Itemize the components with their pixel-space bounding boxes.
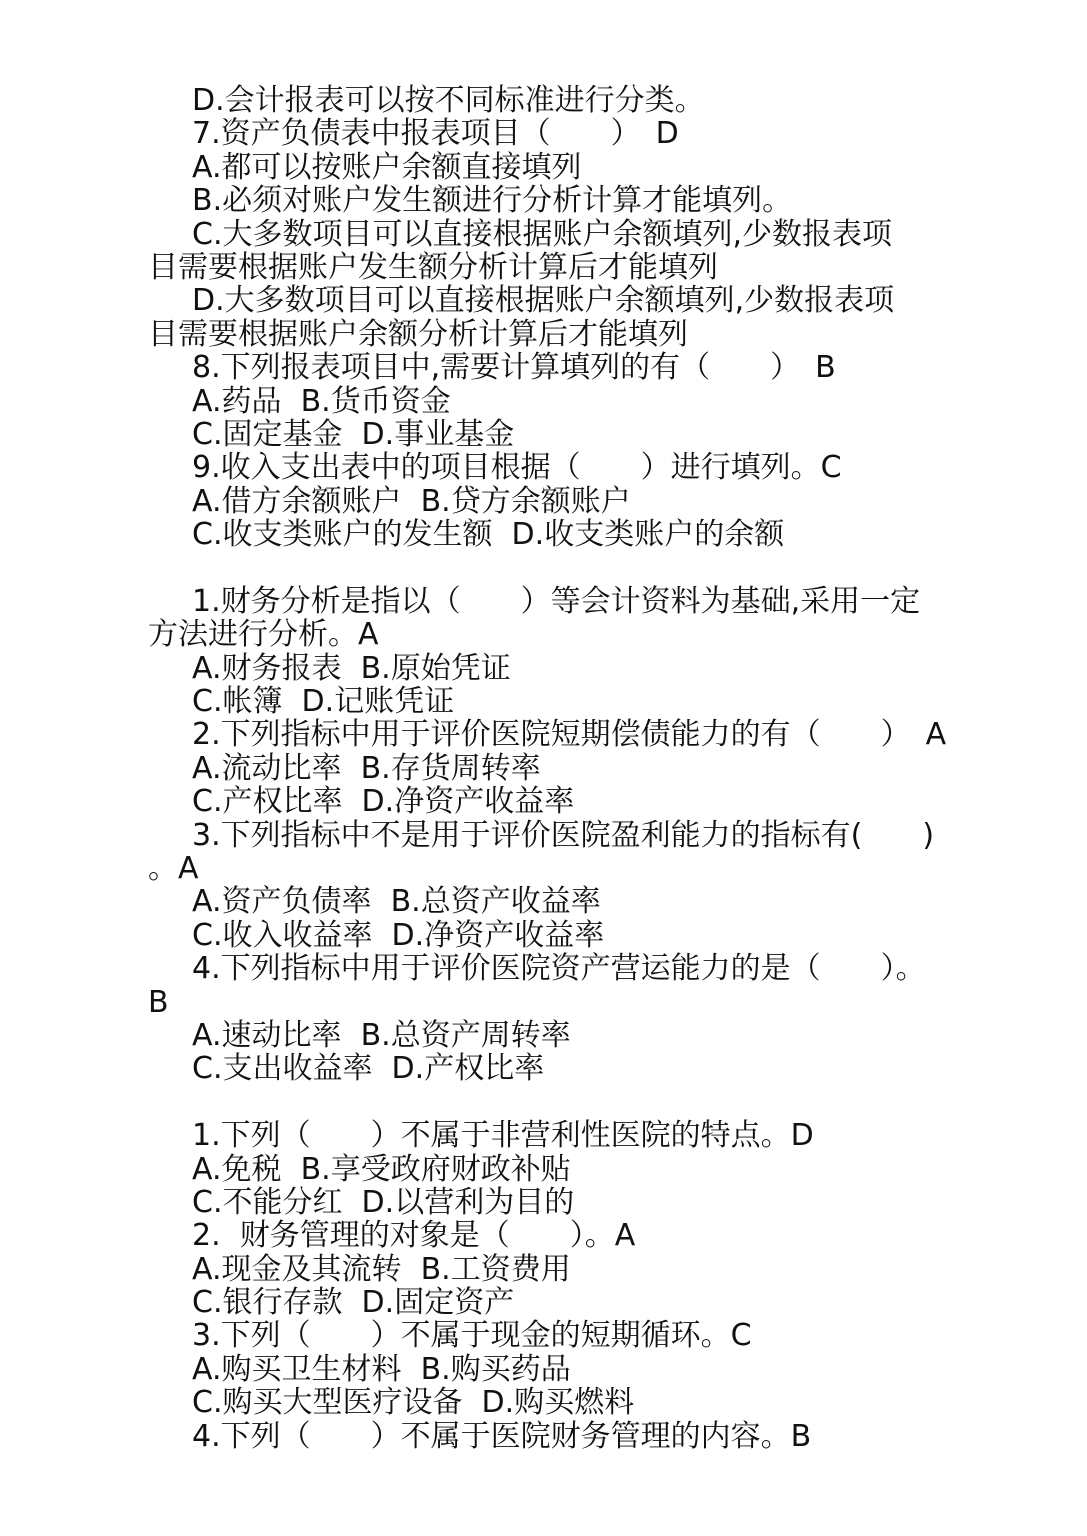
text-line: A.都可以按账户余额直接填列 xyxy=(192,149,582,185)
text-line: C.收入收益率 D.净资产收益率 xyxy=(192,917,605,953)
text-line: D.会计报表可以按不同标准进行分类。 xyxy=(192,83,705,118)
text-line: C.产权比率 D.净资产收益率 xyxy=(192,784,575,820)
document-page xyxy=(148,84,1008,1453)
text-line: A.购买卫生材料 B.购买药品 xyxy=(192,1351,571,1387)
text-line: 4.下列（ ）不属于医院财务管理的内容。B xyxy=(192,1418,812,1454)
text-line: C.购买大型医疗设备 D.购买燃料 xyxy=(192,1385,635,1421)
text-line: C.帐簿 D.记账凭证 xyxy=(192,684,455,720)
text-line: B xyxy=(148,984,169,1020)
text-line: A.借方余额账户 B.贷方余额账户 xyxy=(192,483,631,519)
text-line: C.收支类账户的发生额 D.收支类账户的余额 xyxy=(192,517,785,553)
text-line: 3.下列（ ）不属于现金的短期循环。C xyxy=(192,1318,752,1354)
text-line: 2. 财务管理的对象是（ ）。A xyxy=(192,1218,636,1254)
text-line: 目需要根据账户余额分析计算后才能填列 xyxy=(148,316,688,352)
text-line: C.银行存款 D.固定资产 xyxy=(192,1285,515,1321)
section-spacer xyxy=(148,1086,1008,1119)
text-line: A.免税 B.享受政府财政补贴 xyxy=(192,1151,571,1187)
text-line: 8.下列报表项目中,需要计算填列的有（ ） B xyxy=(192,350,836,386)
text-line: A.现金及其流转 B.工资费用 xyxy=(192,1251,571,1287)
text-line: A.财务报表 B.原始凭证 xyxy=(192,650,511,686)
text-line: C.支出收益率 D.产权比率 xyxy=(192,1051,545,1087)
text-line: 方法进行分析。A xyxy=(148,617,379,653)
text-line: A.流动比率 B.存货周转率 xyxy=(192,750,541,786)
text-line: C.不能分红 D.以营利为目的 xyxy=(192,1184,575,1220)
text-line: 1.财务分析是指以（ ）等会计资料为基础,采用一定 xyxy=(192,583,921,619)
text-line: 9.收入支出表中的项目根据（ ）进行填列。C xyxy=(192,450,842,486)
text-line: C.固定基金 D.事业基金 xyxy=(192,416,515,452)
text-line: D.大多数项目可以直接根据账户余额填列,少数报表项 xyxy=(192,283,895,319)
section-spacer xyxy=(148,551,1008,584)
text-line: A.速动比率 B.总资产周转率 xyxy=(192,1017,571,1053)
text-line: 1.下列（ ）不属于非营利性医院的特点。D xyxy=(192,1118,814,1154)
text-line: B.必须对账户发生额进行分析计算才能填列。 xyxy=(192,183,793,219)
text-line: 3.下列指标中不是用于评价医院盈利能力的指标有( ) xyxy=(192,817,935,853)
text-line: C.大多数项目可以直接根据账户余额填列,少数报表项 xyxy=(192,216,893,252)
text-line: A.资产负债率 B.总资产收益率 xyxy=(192,884,601,920)
text-line: 7.资产负债表中报表项目（ ） D xyxy=(192,116,679,152)
text-line: 目需要根据账户发生额分析计算后才能填列 xyxy=(148,249,718,285)
text-line: 2.下列指标中用于评价医院短期偿债能力的有（ ） A xyxy=(192,717,947,753)
text-line: 4.下列指标中用于评价医院资产营运能力的是（ ）。 xyxy=(192,951,926,987)
text-line: 。A xyxy=(148,850,199,886)
text-line: A.药品 B.货币资金 xyxy=(192,383,451,419)
